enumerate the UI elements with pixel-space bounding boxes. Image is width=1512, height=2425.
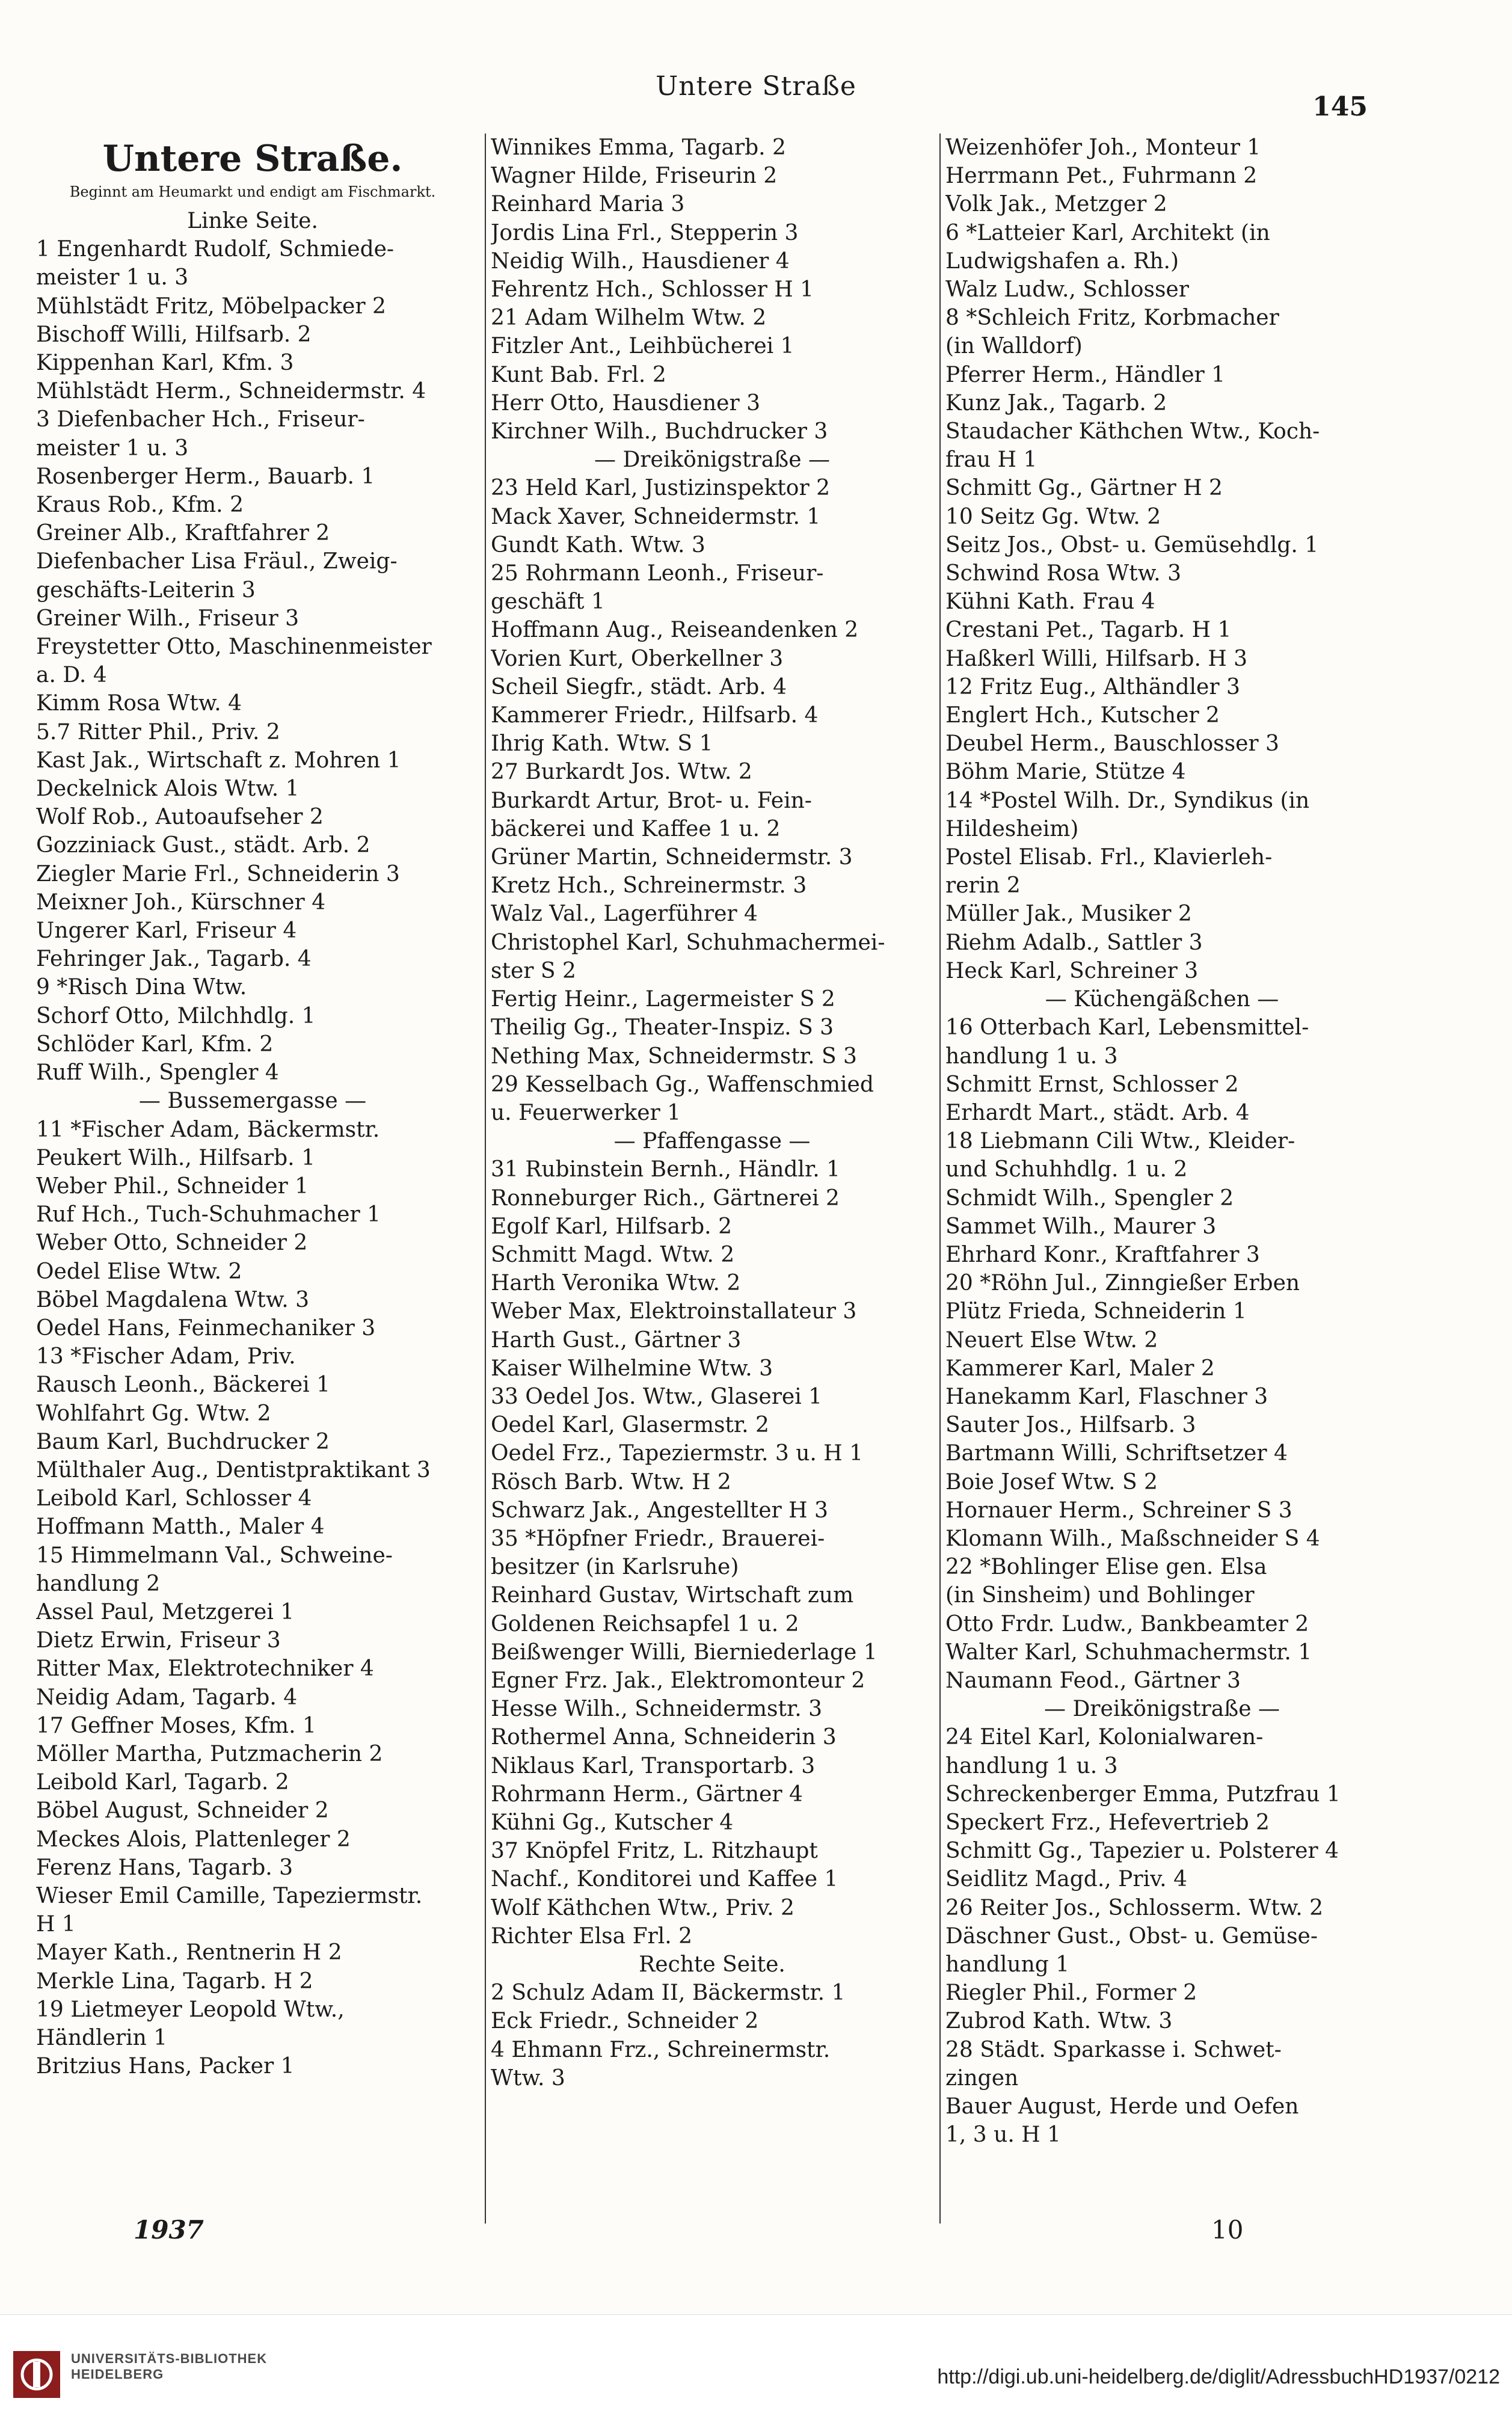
directory-entry: Kippenhan Karl, Kfm. 3: [36, 351, 294, 376]
directory-entry: 29 Kesselbach Gg., Waffenschmied: [491, 1072, 874, 1097]
directory-entry: Seidlitz Magd., Priv. 4: [945, 1867, 1187, 1892]
street-note: Beginnt am Heumarkt und endigt am Fischmarkt.: [69, 183, 436, 200]
directory-entry: Boie Josef Wtw. S 2: [945, 1469, 1158, 1495]
directory-entry: rerin 2: [945, 873, 1021, 899]
directory-entry: 22 *Bohlinger Elise gen. Elsa: [945, 1555, 1267, 1580]
directory-entry: Mack Xaver, Schneidermstr. 1: [491, 504, 821, 529]
directory-entry: 1, 3 u. H 1: [945, 2122, 1061, 2148]
directory-entry: Harth Gust., Gärtner 3: [491, 1327, 742, 1353]
directory-entry: Hoffmann Matth., Maler 4: [36, 1514, 325, 1540]
directory-entry: Ruff Wilh., Spengler 4: [36, 1060, 279, 1086]
directory-entry: Schmitt Magd. Wtw. 2: [491, 1242, 735, 1267]
directory-entry: handlung 1 u. 3: [945, 1043, 1118, 1069]
directory-entry: meister 1 u. 3: [36, 265, 189, 290]
directory-entry: Kretz Hch., Schreinermstr. 3: [491, 873, 807, 899]
directory-entry: Britzius Hans, Packer 1: [36, 2054, 295, 2079]
directory-entry: 11 *Fischer Adam, Bäckermstr.: [36, 1117, 380, 1142]
directory-entry: Schwind Rosa Wtw. 3: [945, 561, 1181, 586]
directory-entry: Beißwenger Willi, Bierniederlage 1: [491, 1640, 877, 1665]
directory-entry: Mülthaler Aug., Dentistpraktikant 3: [36, 1457, 431, 1483]
directory-entry: 15 Himmelmann Val., Schweine-: [36, 1543, 393, 1568]
directory-entry: Englert Hch., Kutscher 2: [945, 703, 1220, 728]
directory-entry: Ungerer Karl, Friseur 4: [36, 918, 297, 944]
library-name: UNIVERSITÄTS-BIBLIOTHEK HEIDELBERG: [71, 2351, 268, 2382]
directory-entry: und Schuhhdlg. 1 u. 2: [945, 1157, 1188, 1182]
directory-entry: Oedel Frz., Tapeziermstr. 3 u. H 1: [491, 1441, 864, 1466]
directory-entry: Freystetter Otto, Maschinenmeister: [36, 635, 432, 660]
directory-entry: Wolf Rob., Autoaufseher 2: [36, 805, 324, 830]
column-middle: [485, 134, 933, 2224]
directory-entry: a. D. 4: [36, 663, 107, 688]
directory-entry: Rausch Leonh., Bäckerei 1: [36, 1372, 331, 1398]
directory-entry: Sammet Wilh., Maurer 3: [945, 1214, 1217, 1239]
directory-entry: 4 Ehmann Frz., Schreinermstr.: [491, 2037, 831, 2062]
directory-entry: 20 *Röhn Jul., Zinngießer Erben: [945, 1271, 1300, 1296]
directory-entry: Oedel Elise Wtw. 2: [36, 1259, 242, 1284]
directory-entry: Meckes Alois, Plattenleger 2: [36, 1827, 351, 1852]
directory-entry: Fehrentz Hch., Schlosser H 1: [491, 277, 814, 303]
directory-entry: 16 Otterbach Karl, Lebensmittel-: [945, 1015, 1309, 1040]
directory-entry: — Küchengäßchen —: [1045, 987, 1279, 1012]
directory-entry: 13 *Fischer Adam, Priv.: [36, 1344, 296, 1369]
directory-entry: Wagner Hilde, Friseurin 2: [491, 164, 778, 189]
directory-entry: 19 Lietmeyer Leopold Wtw.,: [36, 1997, 345, 2022]
directory-entry: Herr Otto, Hausdiener 3: [491, 390, 760, 416]
directory-entry: 12 Fritz Eug., Althändler 3: [945, 674, 1240, 699]
directory-entry: 25 Rohrmann Leonh., Friseur-: [491, 561, 824, 586]
directory-entry: 2 Schulz Adam II, Bäckermstr. 1: [491, 1981, 846, 2006]
directory-entry: Ruf Hch., Tuch-Schuhmacher 1: [36, 1202, 381, 1228]
directory-entry: Schmidt Wilh., Spengler 2: [945, 1185, 1234, 1211]
directory-entry: Reinhard Maria 3: [491, 192, 685, 217]
directory-entry: Erhardt Mart., städt. Arb. 4: [945, 1100, 1250, 1125]
directory-entry: Oedel Karl, Glasermstr. 2: [491, 1413, 769, 1438]
directory-entry: 28 Städt. Sparkasse i. Schwet-: [945, 2037, 1282, 2062]
directory-entry: Hoffmann Aug., Reiseandenken 2: [491, 618, 859, 643]
directory-entry: (in Walldorf): [945, 334, 1083, 359]
directory-entry: Burkardt Artur, Brot- u. Fein-: [491, 788, 812, 813]
directory-entry: Mühlstädt Fritz, Möbelpacker 2: [36, 294, 386, 319]
directory-entry: Deckelnick Alois Wtw. 1: [36, 776, 300, 802]
directory-entry: Klomann Wilh., Maßschneider S 4: [945, 1526, 1320, 1551]
directory-entry: Leibold Karl, Tagarb. 2: [36, 1770, 289, 1795]
directory-entry: 14 *Postel Wilh. Dr., Syndikus (in: [945, 788, 1310, 813]
directory-entry: Egner Frz. Jak., Elektromonteur 2: [491, 1668, 865, 1693]
directory-entry: 8 *Schleich Fritz, Korbmacher: [945, 306, 1279, 331]
directory-entry: Linke Seite.: [187, 209, 318, 233]
directory-entry: Kraus Rob., Kfm. 2: [36, 493, 244, 518]
directory-entry: Ritter Max, Elektrotechniker 4: [36, 1656, 374, 1682]
directory-entry: Diefenbacher Lisa Fräul., Zweig-: [36, 549, 398, 574]
directory-entry: Hornauer Herm., Schreiner S 3: [945, 1498, 1292, 1523]
directory-entry: Schmitt Ernst, Schlosser 2: [945, 1072, 1239, 1097]
directory-entry: Dietz Erwin, Friseur 3: [36, 1628, 281, 1653]
permalink[interactable]: http://digi.ub.uni-heidelberg.de/diglit/AdressbuchHD1937/0212: [937, 2365, 1500, 2388]
directory-entry: Kammerer Friedr., Hilfsarb. 4: [491, 703, 819, 728]
library-logo-icon: [12, 2350, 61, 2399]
directory-entry: Volk Jak., Metzger 2: [945, 192, 1167, 217]
directory-entry: (in Sinsheim) und Bohlinger: [945, 1583, 1255, 1608]
directory-entry: Weber Otto, Schneider 2: [36, 1231, 308, 1256]
directory-entry: — Bussemergasse —: [138, 1089, 367, 1114]
directory-entry: Kast Jak., Wirtschaft z. Mohren 1: [36, 748, 401, 773]
directory-entry: Rothermel Anna, Schneiderin 3: [491, 1725, 837, 1750]
directory-entry: Ziegler Marie Frl., Schneiderin 3: [36, 861, 400, 887]
directory-entry: Nachf., Konditorei und Kaffee 1: [491, 1867, 838, 1892]
directory-entry: Goldenen Reichsapfel 1 u. 2: [491, 1611, 799, 1637]
directory-entry: Pferrer Herm., Händler 1: [945, 362, 1226, 387]
directory-entry: Schwarz Jak., Angestellter H 3: [491, 1498, 828, 1523]
directory-entry: Leibold Karl, Schlosser 4: [36, 1486, 312, 1511]
directory-entry: Sauter Jos., Hilfsarb. 3: [945, 1413, 1196, 1438]
directory-entry: Jordis Lina Frl., Stepperin 3: [491, 220, 799, 245]
directory-entry: Kunt Bab. Frl. 2: [491, 362, 666, 387]
directory-entry: Wohlfahrt Gg. Wtw. 2: [36, 1401, 271, 1426]
directory-entry: Kühni Kath. Frau 4: [945, 589, 1155, 615]
directory-entry: Peukert Wilh., Hilfsarb. 1: [36, 1145, 315, 1170]
directory-entry: Haßkerl Willi, Hilfsarb. H 3: [945, 646, 1248, 671]
directory-entry: 31 Rubinstein Bernh., Händlr. 1: [491, 1157, 840, 1182]
directory-entry: Niklaus Karl, Transportarb. 3: [491, 1753, 816, 1778]
directory-entry: Händlerin 1: [36, 2026, 168, 2050]
directory-entry: 26 Reiter Jos., Schlosserm. Wtw. 2: [945, 1895, 1323, 1920]
directory-entry: Rösch Barb. Wtw. H 2: [491, 1469, 731, 1495]
directory-entry: Kirchner Wilh., Buchdrucker 3: [491, 419, 828, 444]
directory-entry: Walz Val., Lagerführer 4: [491, 902, 758, 927]
running-title: Untere Straße: [656, 71, 856, 102]
directory-entry: 17 Geffner Moses, Kfm. 1: [36, 1713, 316, 1738]
directory-entry: zingen: [945, 2065, 1019, 2091]
directory-entry: Riegler Phil., Former 2: [945, 1981, 1197, 2006]
directory-entry: Assel Paul, Metzgerei 1: [36, 1599, 295, 1624]
directory-entry: Riehm Adalb., Sattler 3: [945, 930, 1203, 955]
directory-entry: geschäfts-Leiterin 3: [36, 577, 256, 603]
directory-entry: Schlöder Karl, Kfm. 2: [36, 1031, 274, 1057]
directory-entry: frau H 1: [945, 447, 1037, 473]
directory-entry: Schorf Otto, Milchhdlg. 1: [36, 1003, 316, 1028]
directory-entry: Bischoff Willi, Hilfsarb. 2: [36, 322, 312, 347]
directory-entry: Ronneburger Rich., Gärtnerei 2: [491, 1185, 840, 1211]
directory-entry: Scheil Siegfr., städt. Arb. 4: [491, 674, 787, 699]
directory-entry: u. Feuerwerker 1: [491, 1100, 681, 1125]
directory-entry: Vorien Kurt, Oberkellner 3: [491, 646, 784, 671]
directory-entry: Kimm Rosa Wtw. 4: [36, 691, 242, 716]
directory-entry: handlung 1 u. 3: [945, 1753, 1118, 1778]
directory-entry: Winnikes Emma, Tagarb. 2: [491, 135, 786, 160]
directory-entry: Neuert Else Wtw. 2: [945, 1327, 1158, 1353]
directory-entry: Fitzler Ant., Leihbücherei 1: [491, 334, 794, 359]
column-right: [939, 134, 1378, 2224]
directory-entry: Böhm Marie, Stütze 4: [945, 760, 1186, 785]
directory-entry: Staudacher Käthchen Wtw., Koch-: [945, 419, 1320, 444]
directory-entry: — Dreikönigstraße —: [1044, 1697, 1280, 1722]
directory-entry: Walz Ludw., Schlosser: [945, 277, 1189, 303]
directory-entry: Baum Karl, Buchdrucker 2: [36, 1429, 330, 1454]
directory-entry: Däschner Gust., Obst- u. Gemüse-: [945, 1923, 1318, 1949]
directory-entry: bäckerei und Kaffee 1 u. 2: [491, 816, 781, 841]
directory-entry: Weber Max, Elektroinstallateur 3: [491, 1299, 857, 1324]
directory-entry: Schmitt Gg., Gärtner H 2: [945, 476, 1223, 501]
directory-entry: Müller Jak., Musiker 2: [945, 902, 1192, 927]
directory-entry: 10 Seitz Gg. Wtw. 2: [945, 504, 1161, 529]
directory-entry: Speckert Frz., Hefevertrieb 2: [945, 1810, 1270, 1835]
directory-entry: Nething Max, Schneidermstr. S 3: [491, 1043, 857, 1069]
directory-entry: Gundt Kath. Wtw. 3: [491, 532, 705, 558]
directory-entry: geschäft 1: [491, 589, 605, 615]
directory-entry: meister 1 u. 3: [36, 435, 189, 461]
directory-entry: 23 Held Karl, Justizinspektor 2: [491, 476, 830, 501]
directory-entry: Wieser Emil Camille, Tapeziermstr.: [36, 1883, 423, 1908]
directory-entry: 37 Knöpfel Fritz, L. Ritzhaupt: [491, 1839, 818, 1864]
directory-entry: Bauer August, Herde und Oefen: [945, 2094, 1299, 2119]
directory-entry: 24 Eitel Karl, Kolonialwaren-: [945, 1725, 1264, 1750]
directory-entry: Meixner Joh., Kürschner 4: [36, 890, 326, 915]
directory-entry: Kunz Jak., Tagarb. 2: [945, 390, 1167, 416]
directory-entry: Rosenberger Herm., Bauarb. 1: [36, 464, 375, 489]
directory-entry: Hanekamm Karl, Flaschner 3: [945, 1384, 1268, 1409]
directory-entry: besitzer (in Karlsruhe): [491, 1555, 739, 1580]
directory-entry: Egolf Karl, Hilfsarb. 2: [491, 1214, 732, 1239]
directory-entry: Weizenhöfer Joh., Monteur 1: [945, 135, 1261, 160]
page-number: 145: [1312, 91, 1368, 122]
directory-entry: Ferenz Hans, Tagarb. 3: [36, 1855, 293, 1880]
directory-entry: Hildesheim): [945, 816, 1079, 841]
directory-entry: Kühni Gg., Kutscher 4: [491, 1810, 734, 1835]
directory-entry: Otto Frdr. Ludw., Bankbeamter 2: [945, 1611, 1309, 1637]
directory-entry: 33 Oedel Jos. Wtw., Glaserei 1: [491, 1384, 823, 1409]
directory-entry: Theilig Gg., Theater-Inspiz. S 3: [491, 1015, 834, 1040]
directory-entry: 9 *Risch Dina Wtw.: [36, 975, 247, 1000]
directory-entry: Reinhard Gustav, Wirtschaft zum: [491, 1583, 854, 1608]
directory-entry: Richter Elsa Frl. 2: [491, 1923, 693, 1949]
directory-entry: Oedel Hans, Feinmechaniker 3: [36, 1315, 376, 1341]
directory-entry: 6 *Latteier Karl, Architekt (in: [945, 220, 1270, 245]
directory-entry: Böbel August, Schneider 2: [36, 1798, 329, 1824]
directory-entry: ster S 2: [491, 958, 576, 983]
directory-entry: 18 Liebmann Cili Wtw., Kleider-: [945, 1129, 1295, 1154]
directory-entry: Zubrod Kath. Wtw. 3: [945, 2009, 1173, 2034]
directory-entry: Seitz Jos., Obst- u. Gemüsehdlg. 1: [945, 532, 1319, 558]
directory-entry: Grüner Martin, Schneidermstr. 3: [491, 845, 853, 870]
directory-entry: Greiner Alb., Kraftfahrer 2: [36, 521, 330, 546]
directory-entry: Merkle Lina, Tagarb. H 2: [36, 1969, 313, 1994]
directory-entry: Weber Phil., Schneider 1: [36, 1173, 309, 1199]
directory-entry: Ludwigshafen a. Rh.): [945, 248, 1179, 274]
directory-entry: Fertig Heinr., Lagermeister S 2: [491, 987, 835, 1012]
directory-entry: Rechte Seite.: [639, 1952, 785, 1977]
directory-entry: Postel Elisab. Frl., Klavierleh-: [945, 845, 1273, 870]
directory-entry: Walter Karl, Schuhmachermstr. 1: [945, 1640, 1312, 1665]
directory-entry: handlung 1: [945, 1952, 1070, 1977]
directory-entry: Christophel Karl, Schuhmachermei-: [491, 930, 885, 955]
directory-entry: Harth Veronika Wtw. 2: [491, 1271, 741, 1296]
directory-entry: Eck Friedr., Schneider 2: [491, 2009, 759, 2034]
directory-entry: H 1: [36, 1912, 76, 1937]
directory-entry: Fehringer Jak., Tagarb. 4: [36, 947, 312, 972]
directory-entry: 3 Diefenbacher Hch., Friseur-: [36, 407, 365, 432]
directory-entry: Naumann Feod., Gärtner 3: [945, 1668, 1241, 1693]
directory-entry: — Pfaffengasse —: [613, 1129, 811, 1154]
directory-entry: Neidig Wilh., Hausdiener 4: [491, 248, 790, 274]
directory-entry: — Dreikönigstraße —: [594, 447, 830, 473]
directory-entry: Kammerer Karl, Maler 2: [945, 1356, 1215, 1381]
directory-entry: 5.7 Ritter Phil., Priv. 2: [36, 719, 280, 745]
column-left: [36, 134, 469, 2224]
directory-entry: handlung 2: [36, 1571, 161, 1596]
directory-entry: Deubel Herm., Bauschlosser 3: [945, 731, 1279, 757]
directory-entry: Plütz Frieda, Schneiderin 1: [945, 1299, 1247, 1324]
directory-entry: Kaiser Wilhelmine Wtw. 3: [491, 1356, 773, 1381]
footer-sheet-number: 10: [1211, 2215, 1244, 2245]
directory-entry: Bartmann Willi, Schriftsetzer 4: [945, 1441, 1288, 1466]
directory-entry: Möller Martha, Putzmacherin 2: [36, 1741, 383, 1766]
directory-entry: Heck Karl, Schreiner 3: [945, 958, 1199, 983]
directory-entry: Schmitt Gg., Tapezier u. Polsterer 4: [945, 1839, 1339, 1864]
directory-entry: Mayer Kath., Rentnerin H 2: [36, 1940, 342, 1966]
directory-entry: 35 *Höpfner Friedr., Brauerei-: [491, 1526, 825, 1551]
directory-entry: Wtw. 3: [491, 2065, 565, 2091]
directory-entry: Rohrmann Herm., Gärtner 4: [491, 1781, 803, 1807]
directory-entry: 27 Burkardt Jos. Wtw. 2: [491, 760, 752, 785]
directory-entry: Schreckenberger Emma, Putzfrau 1: [945, 1781, 1341, 1807]
directory-entry: Böbel Magdalena Wtw. 3: [36, 1287, 310, 1312]
directory-entry: 1 Engenhardt Rudolf, Schmiede-: [36, 237, 395, 262]
directory-entry: Greiner Wilh., Friseur 3: [36, 606, 300, 631]
directory-entry: 21 Adam Wilhelm Wtw. 2: [491, 306, 767, 331]
directory-entry: Ehrhard Konr., Kraftfahrer 3: [945, 1242, 1260, 1267]
directory-entry: Gozziniack Gust., städt. Arb. 2: [36, 833, 370, 858]
directory-entry: Mühlstädt Herm., Schneidermstr. 4: [36, 379, 426, 404]
directory-entry: Hesse Wilh., Schneidermstr. 3: [491, 1697, 823, 1722]
street-heading: Untere Straße.: [102, 138, 403, 180]
directory-entry: Ihrig Kath. Wtw. S 1: [491, 731, 713, 757]
directory-entry: Herrmann Pet., Fuhrmann 2: [945, 164, 1258, 189]
viewer-footer: [0, 2314, 1512, 2425]
directory-entry: Crestani Pet., Tagarb. H 1: [945, 618, 1232, 643]
directory-entry: Neidig Adam, Tagarb. 4: [36, 1685, 298, 1710]
footer-year: 1937: [134, 2215, 204, 2245]
directory-entry: Wolf Käthchen Wtw., Priv. 2: [491, 1895, 794, 1920]
